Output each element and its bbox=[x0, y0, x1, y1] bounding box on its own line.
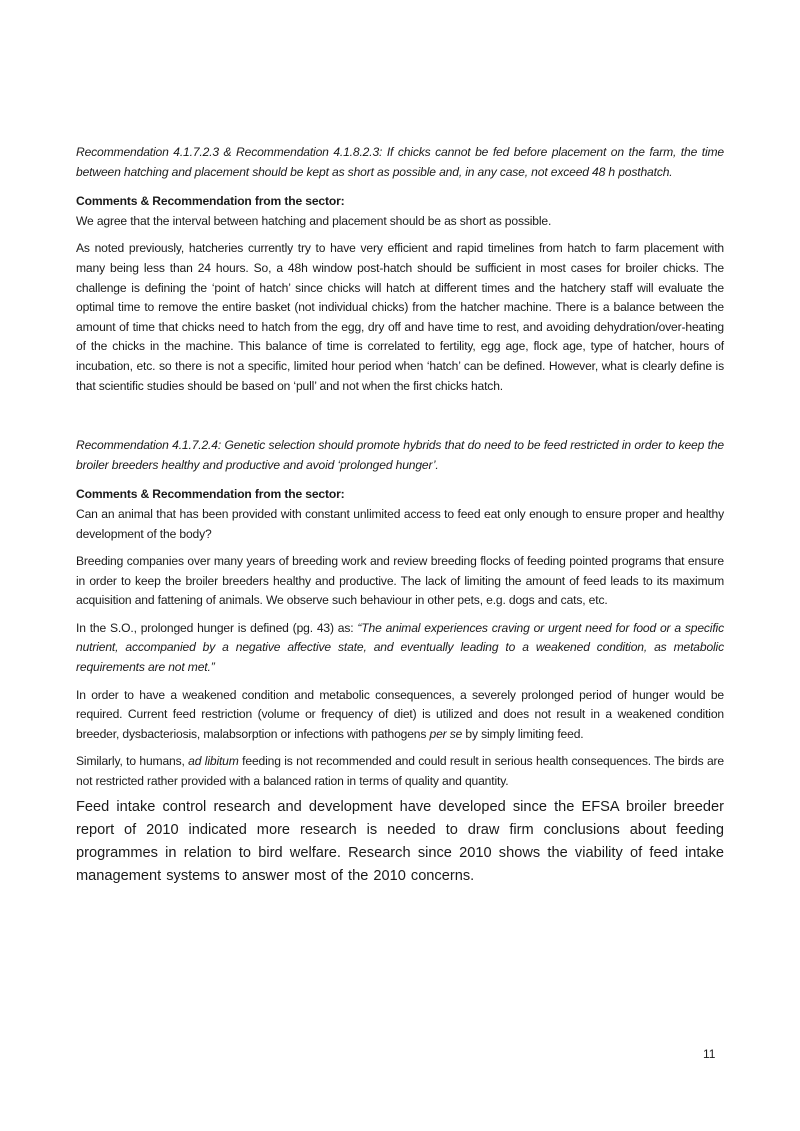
page-number: 11 bbox=[703, 1047, 716, 1061]
comments-heading: Comments & Recommendation from the sector: bbox=[76, 194, 345, 209]
paragraph: We agree that the interval between hatching and placement should be as short as possible. bbox=[76, 213, 552, 228]
text: In order to have a weakened condition and metabolic consequences, a severely prolonged period of hunger would be required. Current feed restriction (volume or frequency of diet) is utilized and does not result in a weakened condition breeder, dysbacteriosis, malabsorption or infections with pathogens bbox=[76, 687, 724, 741]
document-page bbox=[76, 143, 724, 888]
paragraph-so-definition bbox=[76, 619, 724, 678]
recommendation-text: Recommendation 4.1.7.2.3 & Recommendation 4.1.8.2.3: If chicks cannot be fed before placement on the farm, the time between hatching and placement should be kept as short as possible and, in any case, not exceed 48 h posthatch. bbox=[76, 145, 724, 179]
section-recommendation-4-1-7-2-4 bbox=[76, 436, 724, 888]
text: Similarly, to humans, bbox=[76, 754, 189, 769]
emphasis: ad libitum bbox=[188, 754, 239, 769]
quote-text: “The animal experiences craving or urgent need for food or a specific nutrient, accompanied by a negative affective state, and eventually leading to a weakened condition, as metabolic requirements are not met.” bbox=[76, 620, 724, 675]
paragraph: As noted previously, hatcheries currently try to have very efficient and rapid timelines from hatch to farm placement with many being less than 24 hours. So, a 48h window post-hatch should be sufficient in most cases for broiler chicks. The challenge is defining the ‘point of hatch’ since chicks will hatch at different times and the hatchery staff will evaluate the optimal time to remove the entire basket (not individual chicks) from the hatcher machine. There is a balance between the amount of time that chicks need to hatch from the egg, dry off and have time to rest, and avoiding dehydration/over-heating of the chicks in the machine. This balance of time is correlated to fertility, egg age, flock age, type of hatcher, hours of incubation, etc. so there is not a specific, limited hour period when ‘hatch’ can be defined. However, what is clearly define is that scientific studies should be based on ‘pull’ and not when the first chicks hatch. bbox=[76, 241, 724, 393]
emphasis: per se bbox=[429, 726, 463, 741]
paragraph: Can an animal that has been provided with constant unlimited access to feed eat only enough to ensure proper and healthy development of the body? bbox=[76, 506, 724, 541]
paragraph bbox=[76, 686, 724, 745]
comments-heading: Comments & Recommendation from the sector: bbox=[76, 487, 345, 502]
section-recommendation-4-1-7-2-3 bbox=[76, 143, 724, 396]
recommendation-text: Recommendation 4.1.7.2.4: Genetic selection should promote hybrids that do need to be feed restricted in order to keep the broiler breeders healthy and productive and avoid ‘prolonged hunger’. bbox=[76, 438, 724, 472]
paragraph: Breeding companies over many years of breeding work and review breeding flocks of feeding pointed programs that ensure in order to keep the broiler breeders healthy and productive. The lack of limiting the amount of feed leads to its maximum acquisition and fattening of animals. We observe such behaviour in other pets, e.g. dogs and cats, etc. bbox=[76, 554, 724, 608]
paragraph bbox=[76, 752, 724, 791]
lead-text: In the S.O., prolonged hunger is defined (pg. 43) as: bbox=[76, 620, 358, 635]
paragraph-large: Feed intake control research and development have developed since the EFSA broiler breeder report of 2010 indicated more research is needed to draw firm conclusions about feeding programmes in relation to bird welfare. Research since 2010 shows the viability of feed intake management systems to answer most of the 2010 concerns. bbox=[76, 798, 724, 884]
text: feeding is not recommended and could result in serious health consequences. The birds are not restricted rather provided with a balanced ration in terms of quality and quantity. bbox=[76, 754, 724, 789]
text: by simply limiting feed. bbox=[462, 726, 584, 741]
